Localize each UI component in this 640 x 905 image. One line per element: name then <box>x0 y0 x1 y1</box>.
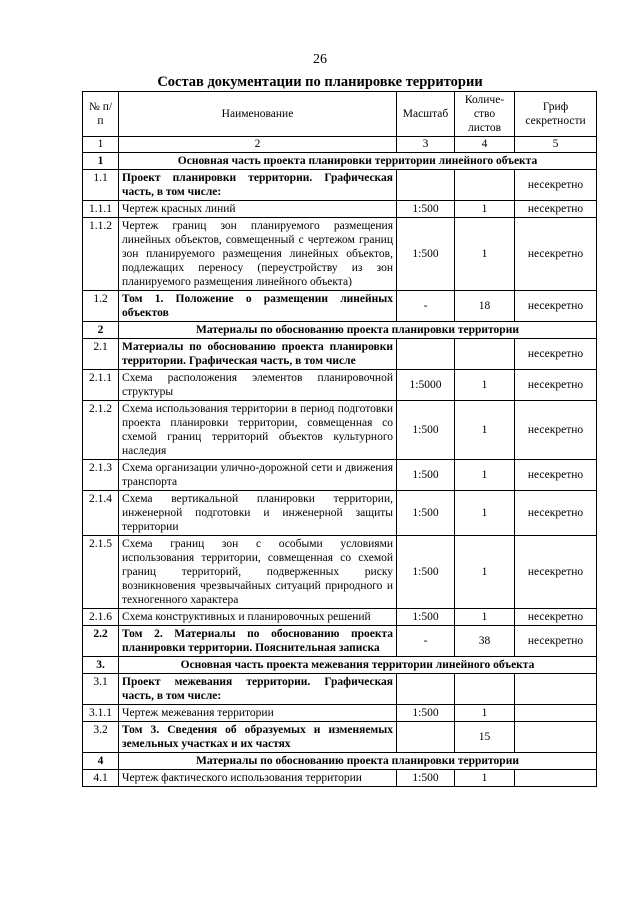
table-body <box>83 153 597 787</box>
section-number: 3. <box>83 657 119 674</box>
row-sheets <box>455 674 515 705</box>
row-scale <box>397 339 455 370</box>
row-scale <box>397 674 455 705</box>
section-row <box>83 322 597 339</box>
table-row <box>83 491 597 536</box>
row-secrecy: несекретно <box>515 491 597 536</box>
row-number: 3.1 <box>83 674 119 705</box>
row-number: 2.1.1 <box>83 370 119 401</box>
documentation-table <box>82 91 597 787</box>
row-number: 2.1.4 <box>83 491 119 536</box>
row-sheets: 15 <box>455 722 515 753</box>
row-number: 4.1 <box>83 770 119 787</box>
row-name: Схема границ зон с особыми условиями использования территории, совмещенная со схемой границ территорий, подверженных риску возникновения чрезвычайных ситуаций природного и техногенного характера <box>119 536 397 609</box>
table-row <box>83 705 597 722</box>
row-name: Том 2. Материалы по обоснованию проекта планировки территории. Пояснительная записка <box>119 626 397 657</box>
row-name: Том 1. Положение о размещении линейных объектов <box>119 291 397 322</box>
column-index: 5 <box>515 137 597 153</box>
row-sheets: 1 <box>455 609 515 626</box>
section-title: Материалы по обоснованию проекта планировки территории <box>119 753 597 770</box>
page-number: 26 <box>313 52 327 67</box>
header-sheets: Количе-ство листов <box>455 92 515 137</box>
row-scale <box>397 722 455 753</box>
row-name: Проект межевания территории. Графическая часть, в том числе: <box>119 674 397 705</box>
section-row <box>83 753 597 770</box>
row-name: Схема вертикальной планировки территории, инженерной подготовки и инженерной защиты территории <box>119 491 397 536</box>
table-row <box>83 536 597 609</box>
row-number: 2.1.5 <box>83 536 119 609</box>
table-row <box>83 401 597 460</box>
row-name: Материалы по обоснованию проекта планировки территории. Графическая часть, в том числе <box>119 339 397 370</box>
row-name: Схема организации улично-дорожной сети и движения транспорта <box>119 460 397 491</box>
section-number: 1 <box>83 153 119 170</box>
row-number: 1.2 <box>83 291 119 322</box>
row-scale: 1:500 <box>397 536 455 609</box>
row-name: Схема расположения элементов планировочной структуры <box>119 370 397 401</box>
row-number: 1.1.1 <box>83 201 119 218</box>
row-scale: - <box>397 626 455 657</box>
header-num: № п/п <box>83 92 119 137</box>
row-secrecy: несекретно <box>515 401 597 460</box>
row-name: Чертеж красных линий <box>119 201 397 218</box>
column-index: 2 <box>119 137 397 153</box>
row-name: Схема конструктивных и планировочных решений <box>119 609 397 626</box>
table-row <box>83 626 597 657</box>
row-scale: - <box>397 291 455 322</box>
column-index: 4 <box>455 137 515 153</box>
document-title: Состав документации по планировке территории <box>157 74 483 90</box>
row-number: 3.2 <box>83 722 119 753</box>
table-row <box>83 674 597 705</box>
row-secrecy: несекретно <box>515 536 597 609</box>
row-sheets: 1 <box>455 770 515 787</box>
row-secrecy: несекретно <box>515 291 597 322</box>
row-sheets: 38 <box>455 626 515 657</box>
table-row <box>83 218 597 291</box>
row-number: 3.1.1 <box>83 705 119 722</box>
section-title: Основная часть проекта межевания территории линейного объекта <box>119 657 597 674</box>
row-number: 2.1.2 <box>83 401 119 460</box>
section-number: 2 <box>83 322 119 339</box>
row-secrecy: несекретно <box>515 201 597 218</box>
row-number: 2.1.3 <box>83 460 119 491</box>
row-sheets: 1 <box>455 491 515 536</box>
table-row <box>83 339 597 370</box>
row-scale: 1:500 <box>397 460 455 491</box>
row-sheets: 1 <box>455 705 515 722</box>
header-row <box>83 92 597 137</box>
table-row <box>83 609 597 626</box>
row-number: 1.1.2 <box>83 218 119 291</box>
row-secrecy <box>515 705 597 722</box>
row-scale: 1:500 <box>397 770 455 787</box>
row-sheets: 1 <box>455 218 515 291</box>
table-row <box>83 370 597 401</box>
row-name: Схема использования территории в период подготовки проекта планировки территории, совмещенная со схемой границ территорий объектов культурного наследия <box>119 401 397 460</box>
column-index: 1 <box>83 137 119 153</box>
row-scale: 1:5000 <box>397 370 455 401</box>
column-index-row <box>83 137 597 153</box>
section-number: 4 <box>83 753 119 770</box>
table-row <box>83 291 597 322</box>
row-name: Чертеж границ зон планируемого размещения линейных объектов, совмещенный с чертежом границ зон планируемого размещения линейных объектов, подлежащих переносу (переустройству из зон планируемого размещения линейного объекта) <box>119 218 397 291</box>
row-sheets: 1 <box>455 201 515 218</box>
row-sheets: 1 <box>455 370 515 401</box>
header-name: Наименование <box>119 92 397 137</box>
section-row <box>83 657 597 674</box>
row-name: Чертеж фактического использования территории <box>119 770 397 787</box>
header-scale: Масштаб <box>397 92 455 137</box>
table-row <box>83 170 597 201</box>
row-secrecy: несекретно <box>515 370 597 401</box>
row-secrecy <box>515 722 597 753</box>
row-secrecy <box>515 770 597 787</box>
row-sheets: 1 <box>455 401 515 460</box>
row-secrecy: несекретно <box>515 170 597 201</box>
row-secrecy <box>515 674 597 705</box>
row-scale <box>397 170 455 201</box>
table-row <box>83 201 597 218</box>
column-index: 3 <box>397 137 455 153</box>
row-scale: 1:500 <box>397 491 455 536</box>
row-secrecy: несекретно <box>515 609 597 626</box>
row-number: 2.1.6 <box>83 609 119 626</box>
row-name: Проект планировки территории. Графическая часть, в том числе: <box>119 170 397 201</box>
row-sheets <box>455 339 515 370</box>
section-row <box>83 153 597 170</box>
row-sheets: 18 <box>455 291 515 322</box>
row-sheets <box>455 170 515 201</box>
row-sheets: 1 <box>455 536 515 609</box>
table-row <box>83 770 597 787</box>
row-number: 2.2 <box>83 626 119 657</box>
table-row <box>83 460 597 491</box>
row-name: Чертеж межевания территории <box>119 705 397 722</box>
section-title: Материалы по обоснованию проекта планировки территории <box>119 322 597 339</box>
section-title: Основная часть проекта планировки территории линейного объекта <box>119 153 597 170</box>
row-number: 2.1 <box>83 339 119 370</box>
row-sheets: 1 <box>455 460 515 491</box>
row-scale: 1:500 <box>397 201 455 218</box>
header-secrecy: Гриф секретности <box>515 92 597 137</box>
row-scale: 1:500 <box>397 218 455 291</box>
row-secrecy: несекретно <box>515 460 597 491</box>
table-row <box>83 722 597 753</box>
row-scale: 1:500 <box>397 705 455 722</box>
row-secrecy: несекретно <box>515 218 597 291</box>
row-secrecy: несекретно <box>515 626 597 657</box>
row-scale: 1:500 <box>397 609 455 626</box>
row-secrecy: несекретно <box>515 339 597 370</box>
row-name: Том 3. Сведения об образуемых и изменяемых земельных участках и их частях <box>119 722 397 753</box>
row-scale: 1:500 <box>397 401 455 460</box>
row-number: 1.1 <box>83 170 119 201</box>
